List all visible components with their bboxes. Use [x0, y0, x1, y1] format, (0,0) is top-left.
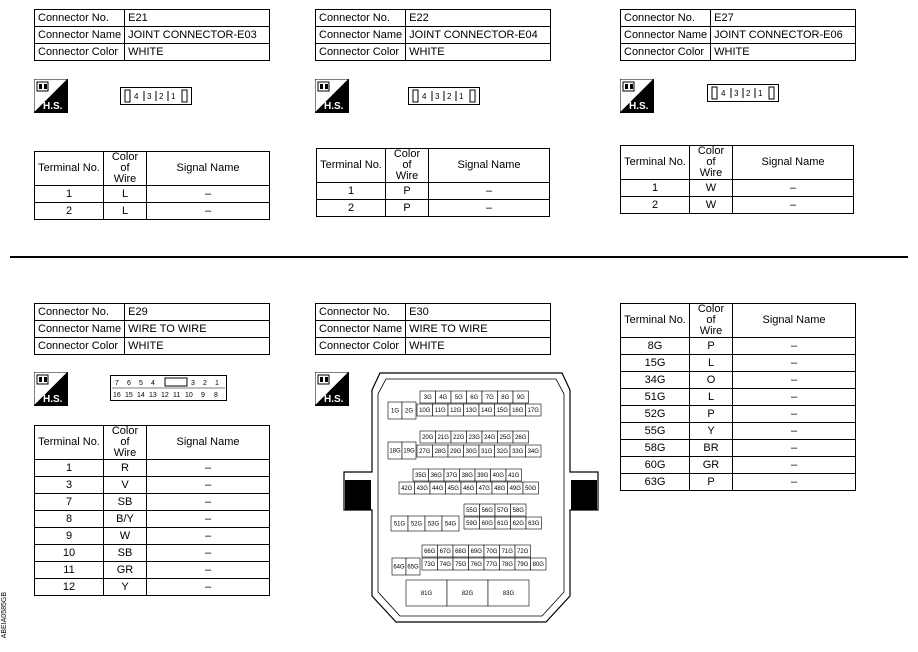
svg-text:H.S.: H.S.: [629, 101, 649, 112]
cavity-label: 8G: [501, 395, 510, 401]
svg-text:11: 11: [173, 392, 181, 399]
cavity-label: 48G: [494, 486, 506, 492]
e21-connector-face: [120, 87, 192, 105]
table-row: 12 Y –: [35, 579, 270, 596]
label-connector-color: Connector Color: [35, 338, 125, 355]
cavity-label: 3G: [423, 395, 432, 401]
table-row: 1 P –: [317, 183, 550, 200]
svg-text:2: 2: [746, 89, 751, 98]
hs-icon: [315, 79, 349, 113]
cavity-label: 10G: [419, 408, 431, 414]
cavity-label: 59G: [466, 521, 478, 527]
svg-text:H.S.: H.S.: [324, 394, 344, 405]
e29-terminal-table: [34, 425, 270, 596]
cavity-label: 69G: [470, 549, 482, 555]
cavity-label: 64G: [393, 564, 405, 571]
cavity-label: 76G: [470, 562, 482, 568]
header-terminal-no: Terminal No.: [317, 149, 386, 183]
header-terminal-no: Terminal No.: [35, 426, 104, 460]
cavity-label: 37G: [446, 473, 458, 479]
cavity-label: 51G: [393, 521, 406, 528]
cavity-label: 46G: [463, 486, 475, 492]
label-connector-color: Connector Color: [35, 44, 125, 61]
header-signal-name: Signal Name: [733, 146, 854, 180]
header-terminal-no: Terminal No.: [35, 152, 104, 186]
cavity-label: 81G: [420, 591, 433, 597]
table-row: 8G P –: [621, 338, 856, 355]
table-row: 55G Y –: [621, 423, 856, 440]
header-signal-name: Signal Name: [147, 426, 270, 460]
e29-connector-info: [34, 303, 270, 355]
label-connector-color: Connector Color: [621, 44, 711, 61]
table-row: 58G BR –: [621, 440, 856, 457]
cavity-label: 32G: [496, 449, 508, 455]
cavity-label: 35G: [415, 473, 427, 479]
cavity-label: 17G: [527, 408, 539, 414]
table-row: 63G P –: [621, 474, 856, 491]
cavity-label: 31G: [481, 449, 493, 455]
cavity-label: 62G: [512, 521, 524, 527]
e27-connector-info: [620, 9, 856, 61]
cavity-label: 2G: [404, 408, 414, 415]
cavity-label: 67G: [439, 549, 451, 555]
e30-connector-info: [315, 303, 551, 355]
table-row: 1 L –: [35, 186, 270, 203]
label-connector-name: Connector Name: [316, 321, 406, 338]
cavity-label: 1G: [390, 408, 400, 415]
cavity-label: 58G: [512, 508, 524, 514]
e22-color: WHITE: [406, 44, 551, 61]
header-terminal-no: Terminal No.: [621, 146, 690, 180]
cavity-label: 40G: [492, 473, 504, 479]
table-row: 8 B/Y –: [35, 511, 270, 528]
hs-icon: [34, 372, 68, 406]
label-connector-no: Connector No.: [35, 10, 125, 27]
cavity-label: 77G: [486, 562, 498, 568]
e30-color: WHITE: [406, 338, 551, 355]
label-connector-color: Connector Color: [316, 338, 406, 355]
svg-text:2: 2: [447, 92, 452, 101]
table-row: 51G L –: [621, 389, 856, 406]
e27-name: JOINT CONNECTOR-E06: [711, 27, 856, 44]
svg-text:1: 1: [215, 380, 219, 387]
svg-text:10: 10: [185, 392, 193, 399]
table-row: 2 P –: [317, 200, 550, 217]
cavity-label: 25G: [499, 435, 511, 441]
cavity-label: 13G: [465, 408, 477, 414]
svg-text:5: 5: [139, 380, 143, 387]
e29-name: WIRE TO WIRE: [125, 321, 270, 338]
label-connector-no: Connector No.: [621, 10, 711, 27]
cavity-label: 5G: [454, 395, 463, 401]
svg-text:7: 7: [115, 380, 119, 387]
table-row: 52G P –: [621, 406, 856, 423]
label-connector-no: Connector No.: [316, 304, 406, 321]
cavity-label: 53G: [427, 521, 440, 528]
cavity-label: 83G: [502, 591, 515, 597]
table-row: 34G O –: [621, 372, 856, 389]
e27-terminal-table: [620, 145, 854, 214]
e21-terminal-table: [34, 151, 270, 220]
header-color-of-wire: Color of Wire: [690, 304, 733, 338]
svg-text:16: 16: [113, 392, 121, 399]
svg-text:H.S.: H.S.: [43, 394, 63, 405]
header-terminal-no: Terminal No.: [621, 304, 690, 338]
cavity-label: 28G: [434, 449, 446, 455]
figure-code: ABEIA0585GB: [1, 592, 8, 639]
cavity-label: 9G: [516, 395, 525, 401]
e30-terminal-table: [620, 303, 856, 491]
cavity-label: 50G: [525, 486, 537, 492]
label-connector-name: Connector Name: [35, 27, 125, 44]
e22-terminal-table: [316, 148, 550, 217]
cavity-label: 42G: [401, 486, 413, 492]
cavity-label: 75G: [455, 562, 467, 568]
table-row: 11 GR –: [35, 562, 270, 579]
table-row: 9 W –: [35, 528, 270, 545]
e29-connector-face: [110, 375, 227, 401]
cavity-label: 41G: [508, 473, 520, 479]
cavity-label: 22G: [453, 435, 465, 441]
svg-text:4: 4: [134, 92, 139, 101]
e21-connector-info: [34, 9, 270, 61]
svg-text:3: 3: [147, 92, 152, 101]
cavity-label: 27G: [419, 449, 431, 455]
cavity-label: 61G: [497, 521, 509, 527]
cavity-label: 63G: [528, 521, 540, 527]
svg-text:1: 1: [758, 89, 763, 98]
table-row: 10 SB –: [35, 545, 270, 562]
cavity-label: 24G: [484, 435, 496, 441]
label-connector-name: Connector Name: [35, 321, 125, 338]
svg-text:14: 14: [137, 392, 145, 399]
cavity-label: 20G: [422, 435, 434, 441]
cavity-label: 70G: [486, 549, 498, 555]
svg-text:13: 13: [149, 392, 157, 399]
cavity-label: 47G: [478, 486, 490, 492]
table-row: 7 SB –: [35, 494, 270, 511]
cavity-label: 57G: [497, 508, 509, 514]
cavity-label: 11G: [434, 408, 446, 414]
cavity-label: 55G: [466, 508, 478, 514]
cavity-label: 72G: [517, 549, 529, 555]
cavity-label: 30G: [465, 449, 477, 455]
cavity-label: 71G: [501, 549, 513, 555]
cavity-label: 68G: [455, 549, 467, 555]
svg-text:9: 9: [201, 392, 205, 399]
cavity-label: 45G: [447, 486, 459, 492]
cavity-label: 79G: [517, 562, 529, 568]
svg-text:4: 4: [151, 380, 155, 387]
cavity-label: 18G: [389, 448, 401, 455]
cavity-label: 23G: [468, 435, 480, 441]
cavity-label: 15G: [496, 408, 508, 414]
label-connector-color: Connector Color: [316, 44, 406, 61]
svg-text:3: 3: [435, 92, 440, 101]
cavity-label: 16G: [512, 408, 524, 414]
svg-text:1: 1: [171, 92, 176, 101]
svg-text:15: 15: [125, 392, 133, 399]
e30-no: E30: [406, 304, 551, 321]
svg-text:8: 8: [214, 392, 218, 399]
cavity-label: 6G: [470, 395, 479, 401]
cavity-label: 60G: [481, 521, 493, 527]
cavity-label: 52G: [410, 521, 423, 528]
cavity-label: 4G: [439, 395, 448, 401]
table-row: 1 R –: [35, 460, 270, 477]
cavity-label: 12G: [450, 408, 462, 414]
svg-text:3: 3: [734, 89, 739, 98]
cavity-label: 39G: [477, 473, 489, 479]
cavity-label: 73G: [424, 562, 436, 568]
e30-name: WIRE TO WIRE: [406, 321, 551, 338]
hs-icon: [34, 79, 68, 113]
table-row: 2 W –: [621, 197, 854, 214]
e27-connector-face: [707, 84, 779, 102]
label-connector-no: Connector No.: [35, 304, 125, 321]
cavity-label: 66G: [424, 549, 436, 555]
cavity-label: 19G: [403, 448, 415, 455]
label-connector-name: Connector Name: [621, 27, 711, 44]
svg-text:4: 4: [422, 92, 427, 101]
cavity-label: 21G: [437, 435, 449, 441]
header-color-of-wire: Color of Wire: [386, 149, 429, 183]
e22-connector-face: [408, 87, 480, 105]
label-connector-name: Connector Name: [316, 27, 406, 44]
e22-name: JOINT CONNECTOR-E04: [406, 27, 551, 44]
section-divider: [10, 256, 908, 258]
svg-text:4: 4: [721, 89, 726, 98]
label-connector-no: Connector No.: [316, 10, 406, 27]
svg-text:1: 1: [459, 92, 464, 101]
svg-text:2: 2: [159, 92, 164, 101]
cavity-label: 43G: [416, 486, 428, 492]
e27-color: WHITE: [711, 44, 856, 61]
cavity-label: 56G: [481, 508, 493, 514]
cavity-label: 78G: [501, 562, 513, 568]
cavity-label: 33G: [512, 449, 524, 455]
hs-icon: [620, 79, 654, 113]
table-row: 3 V –: [35, 477, 270, 494]
cavity-label: 44G: [432, 486, 444, 492]
header-signal-name: Signal Name: [429, 149, 550, 183]
header-signal-name: Signal Name: [733, 304, 856, 338]
svg-text:12: 12: [161, 392, 169, 399]
e30-connector-face: [340, 372, 602, 624]
cavity-label: 54G: [444, 521, 457, 528]
cavity-label: 82G: [461, 591, 474, 597]
cavity-label: 80G: [532, 562, 544, 568]
table-row: 60G GR –: [621, 457, 856, 474]
table-row: 2 L –: [35, 203, 270, 220]
svg-text:3: 3: [191, 380, 195, 387]
cavity-label: 34G: [527, 449, 539, 455]
header-signal-name: Signal Name: [147, 152, 270, 186]
svg-text:6: 6: [127, 380, 131, 387]
svg-text:H.S.: H.S.: [324, 101, 344, 112]
cavity-label: 36G: [430, 473, 442, 479]
header-color-of-wire: Color of Wire: [104, 152, 147, 186]
e22-connector-info: [315, 9, 551, 61]
cavity-label: 49G: [509, 486, 521, 492]
e29-color: WHITE: [125, 338, 270, 355]
e21-name: JOINT CONNECTOR-E03: [125, 27, 270, 44]
cavity-label: 7G: [485, 395, 494, 401]
e21-no: E21: [125, 10, 270, 27]
svg-text:H.S.: H.S.: [43, 101, 63, 112]
header-color-of-wire: Color of Wire: [104, 426, 147, 460]
e22-no: E22: [406, 10, 551, 27]
svg-text:2: 2: [203, 380, 207, 387]
e27-no: E27: [711, 10, 856, 27]
header-color-of-wire: Color of Wire: [690, 146, 733, 180]
table-row: 1 W –: [621, 180, 854, 197]
e21-color: WHITE: [125, 44, 270, 61]
e29-no: E29: [125, 304, 270, 321]
cavity-label: 14G: [481, 408, 493, 414]
cavity-label: 74G: [439, 562, 451, 568]
cavity-label: 29G: [450, 449, 462, 455]
cavity-label: 65G: [407, 564, 419, 571]
cavity-label: 38G: [461, 473, 473, 479]
cavity-label: 26G: [515, 435, 527, 441]
table-row: 15G L –: [621, 355, 856, 372]
